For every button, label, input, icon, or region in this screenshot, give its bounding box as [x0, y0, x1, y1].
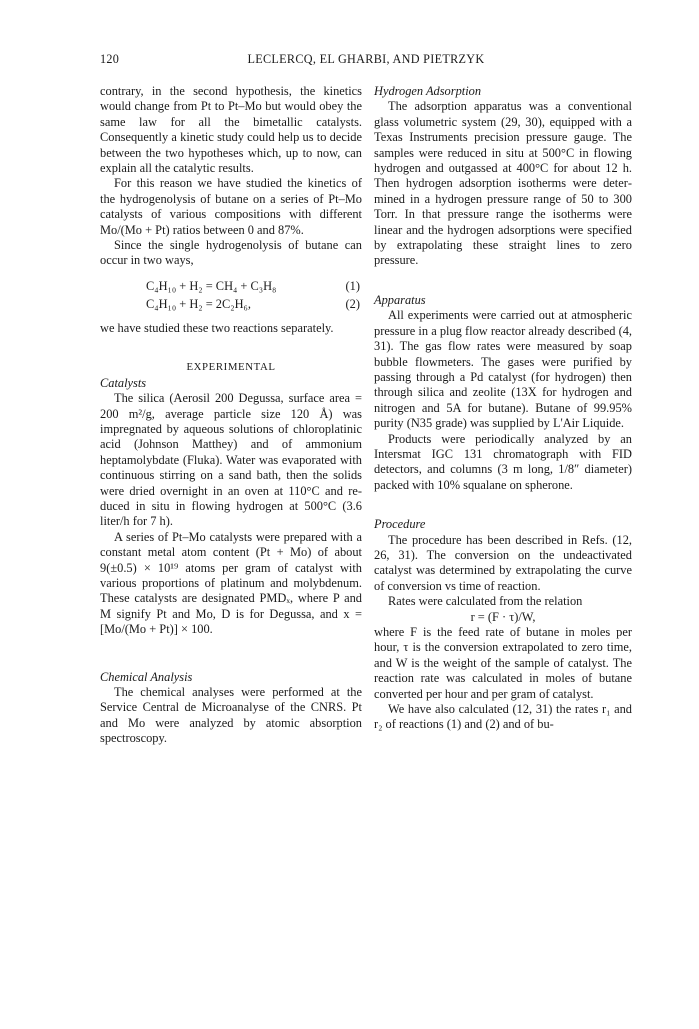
paragraph: A series of Pt–Mo catalysts were prepared with a constant metal atom content (Pt + Mo) of about 9(±0.5) × 10¹⁹ atoms per gram of catalyst with various proportions of platinum and molybdenum. These catalysts are designated PMDₓ, where P and M signify Pt and Mo, D is for Degussa, and x = [Mo/(Mo + Pt)] × 100. — [100, 529, 362, 637]
paragraph: Rates were calculated from the relation — [388, 594, 583, 609]
rate-equation: r = (F · τ)/W, — [470, 609, 536, 624]
subsection-heading-catalysts: Catalysts — [100, 375, 147, 390]
equation-number: (2) — [345, 296, 360, 311]
running-head: LECLERCQ, EL GHARBI, AND PIETRZYK — [247, 52, 485, 66]
paragraph: contrary, in the second hypothesis, the kinetics would change from Pt to Pt–Mo but would obey the same law for all the bimetallic catalysts. Consequently a kinetic study could help us to decide between the two hypotheses which, up to now, can explain all the catalytic results. — [100, 84, 362, 176]
subsection-heading-apparatus: Apparatus — [374, 292, 426, 307]
paragraph: For this reason we have studied the kinetics of the hydrogenolysis of butane on a series of Pt–Mo catalysts of various compositions with different Mo/(Mo + Pt) ratios between 0 and 87%. — [100, 176, 362, 237]
paragraph: we have studied these two reactions separately. — [100, 320, 334, 335]
page-number: 120 — [100, 52, 120, 66]
paragraph: where F is the feed rate of butane in moles per hour, τ is the conversion extrapolated to zero time, and W is the weight of the sample of catalyst. The reaction rate was calculated in moles of butane converted per hour and per gram of catalyst. — [374, 625, 632, 701]
right-column — [374, 84, 632, 733]
paragraph: We have also calculated (12, 31) the rates r₁ and r₂ of reactions (1) and (2) and of bu- — [374, 702, 632, 732]
subsection-heading-procedure: Procedure — [374, 517, 426, 532]
equation-number: (1) — [345, 278, 360, 293]
paragraph: The adsorption apparatus was a conventional glass volumetric system (29, 30), equipped with a Texas Instruments precision pressure gauge. The samples were reduced in situ at 500°C in flowing hydrogen and outgassed at 400°C for about 12 h. Then hydrogen adsorption isotherms were determined in a hydrogen pressure range of 50 to 300 Torr. In that pressure range the isotherms were linear and the hydrogen adsorptions were specified by extrapolating these straight lines to zero pressure. — [374, 99, 632, 268]
subsection-heading-chemical-analysis: Chemical Analysis — [100, 669, 193, 684]
page-header — [100, 52, 632, 70]
section-heading-experimental: EXPERIMENTAL — [186, 361, 276, 374]
paragraph: All experiments were carried out at atmospheric pressure in a plug flow reactor already described (4, 31). The gas flow rates were measured by soap bubble flowmeters. The gases were purified by passing through a Pd catalyst (for hydrogen) then through silica and zeolite (13X for hydrogen and nitrogen and 5A for butane). Butane of 99.95% purity (N35 grade) was supplied by L'Air Liquide. — [374, 308, 632, 431]
left-column — [100, 84, 362, 747]
paragraph: Since the single hydrogenolysis of butane can occur in two ways, — [100, 238, 362, 268]
subsection-heading-hydrogen-adsorption: Hydrogen Adsorption — [374, 84, 482, 98]
equation-formula: C₄H₁₀ + H₂ = 2C₂H₆, — [146, 296, 251, 311]
paragraph: The silica (Aerosil 200 Degussa, surface area = 200 m²/g, average particle size 120 Å) was impregnated by aqueous solutions of chloroplatinic acid (Johnson Matthey) and of ammonium heptamolybdate (Fluka). Water was evaporated with continuous stirring on a sand bath, then the solids were dried overnight in an oven at 110°C and reduced in situ in flowing hydrogen at 500°C (3.6 liter/h for 7 h). — [100, 391, 362, 529]
paragraph: The chemical analyses were performed at the Service Central de Microanalyse of the CNRS. Pt and Mo were analyzed by atomic absorption spectroscopy. — [100, 685, 362, 746]
paragraph: The procedure has been described in Refs. (12, 26, 31). The conversion on the undeactivated catalyst was determined by extrapolating the curve of conversion vs time of reaction. — [374, 532, 632, 593]
equation-1 — [100, 277, 362, 295]
equation-formula: C₄H₁₀ + H₂ = CH₄ + C₃H₈ — [146, 278, 277, 293]
paragraph: Products were periodically analyzed by an Intersmat IGC 131 chromatograph with FID detectors, and columns (3 m long, 1/8″ diameter) packed with 10% squalane on spherone. — [374, 431, 632, 492]
equation-2 — [100, 295, 362, 313]
